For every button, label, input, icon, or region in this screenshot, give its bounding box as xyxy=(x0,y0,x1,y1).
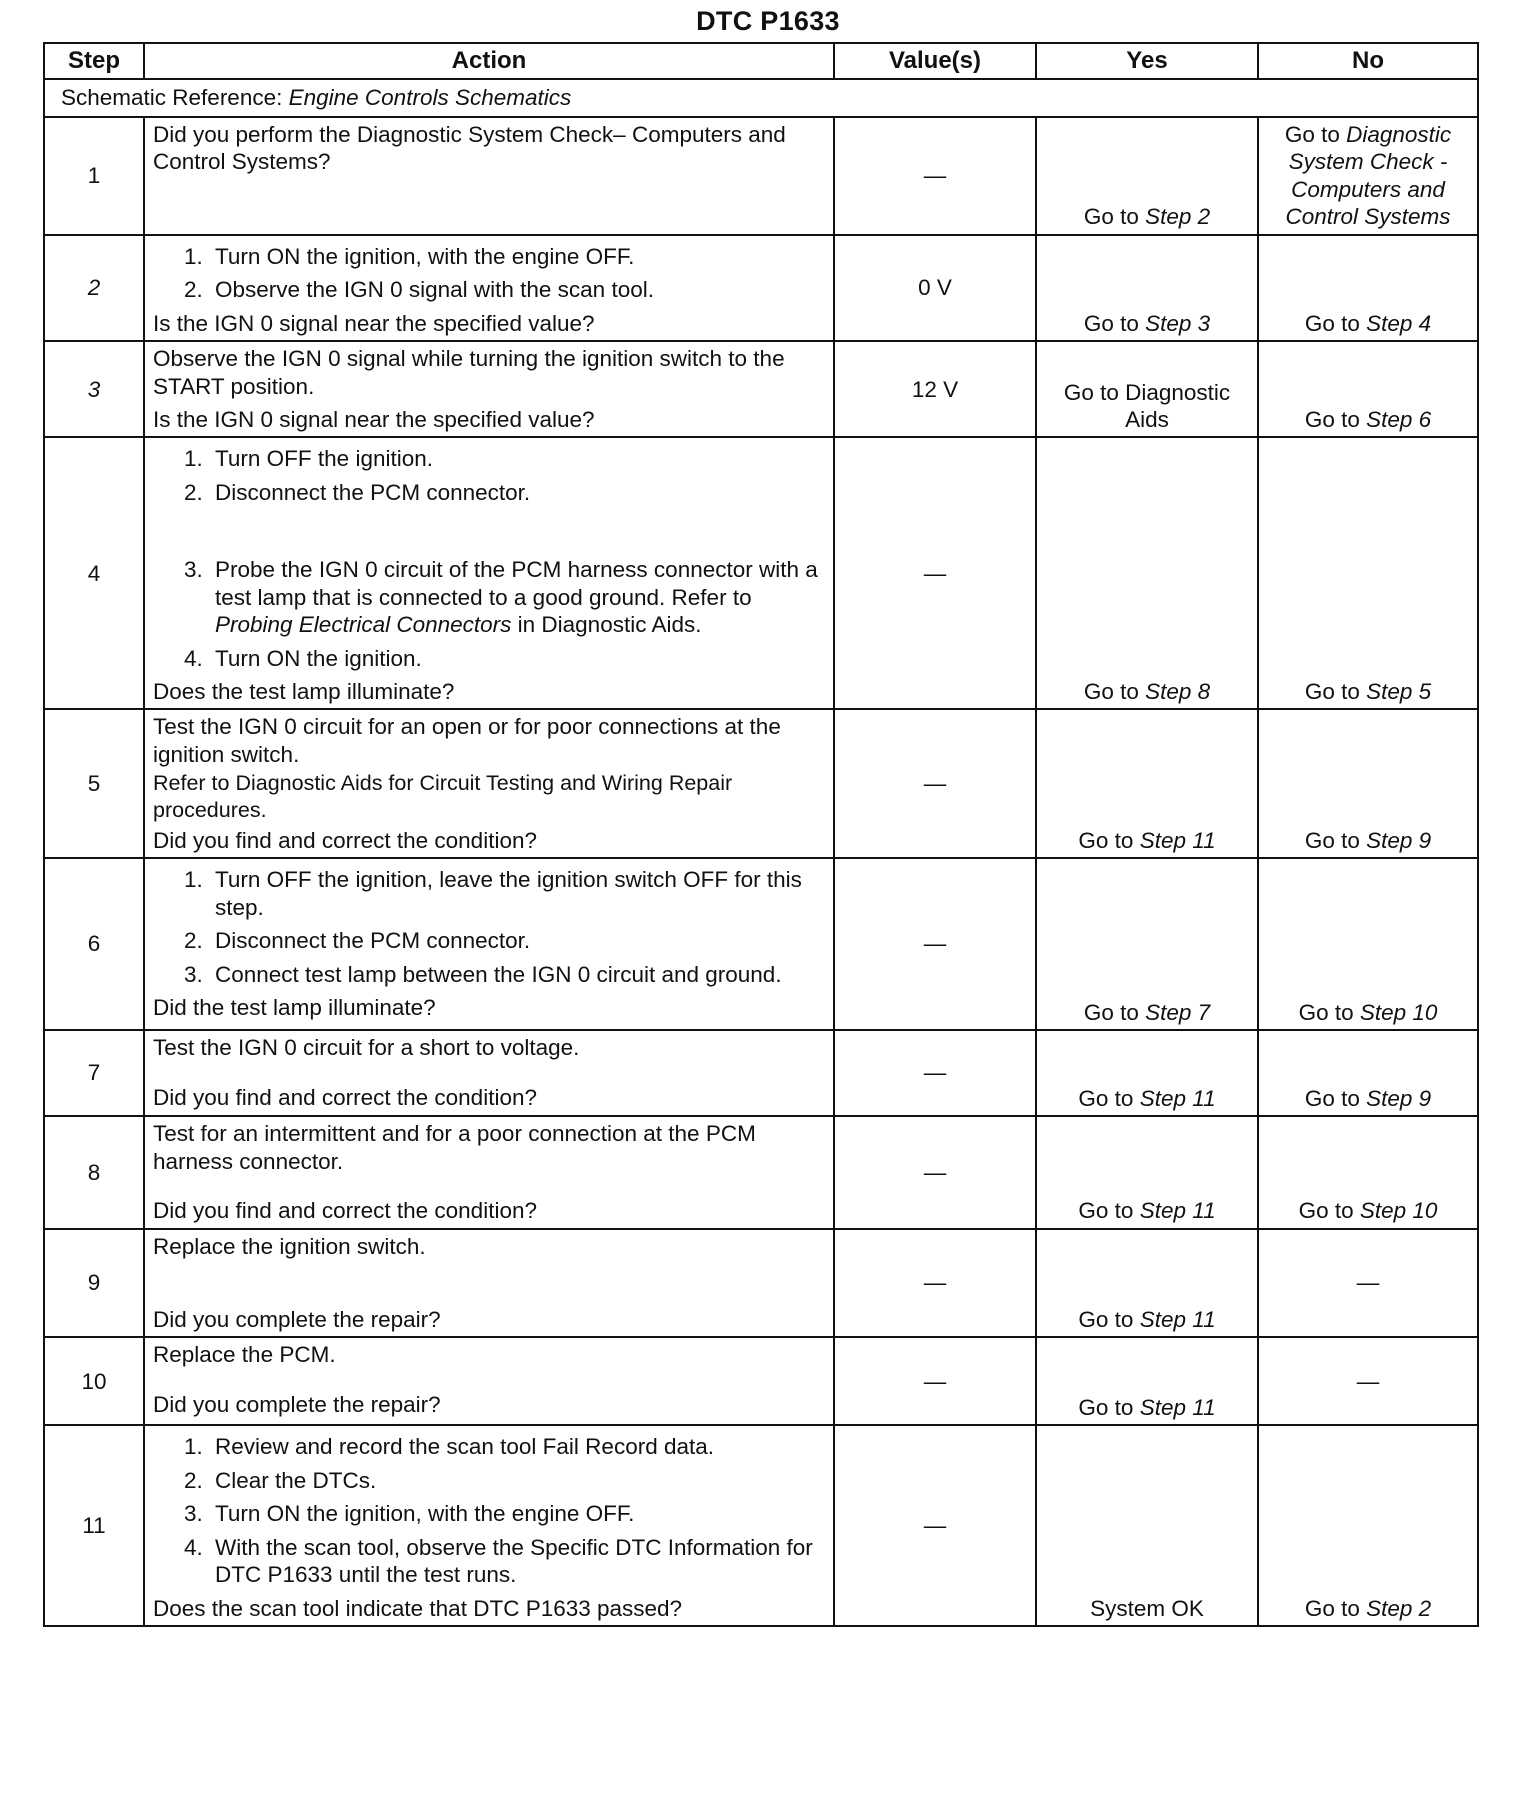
no-target: Step 10 xyxy=(1359,1198,1438,1224)
step-number xyxy=(44,235,144,341)
table-row xyxy=(44,117,1478,235)
action-question: Did you perform the Diagnostic System Check– Computers and Control Systems? xyxy=(153,122,786,175)
value-cell: 0 V xyxy=(834,235,1036,341)
action-question: Is the IGN 0 signal near the specified value? xyxy=(153,406,595,432)
action-cell xyxy=(144,1425,834,1626)
no-prefix: Go to xyxy=(1298,1198,1360,1224)
substep: 4. With the scan tool, observe the Specific DTC Information for DTC P1633 until the test runs. xyxy=(209,1534,825,1589)
no-target: Step 9 xyxy=(1366,827,1432,853)
action-substeps xyxy=(153,1433,825,1588)
action-note: Refer to Diagnostic Aids for Circuit Testing and Wiring Repair procedures. xyxy=(153,771,733,822)
no-cell xyxy=(1258,437,1478,709)
substep: 2. Observe the IGN 0 signal with the scan tool. xyxy=(209,276,825,303)
action-cell xyxy=(144,235,834,341)
yes-cell xyxy=(1036,1337,1258,1425)
action-cell xyxy=(144,341,834,437)
no-target: Step 6 xyxy=(1366,406,1432,432)
action-instruction: Test the IGN 0 circuit for a short to voltage. xyxy=(153,1035,580,1061)
step-number-text: 2 xyxy=(87,275,101,301)
no-prefix: Go to xyxy=(1304,406,1367,432)
substep: 1. Turn OFF the ignition, leave the ignition switch OFF for this step. xyxy=(209,866,825,921)
action-cell xyxy=(144,437,834,709)
substep-reference: Probing Electrical Connectors xyxy=(215,612,512,638)
step-number: 1 xyxy=(44,117,144,235)
substep-text: Probe the IGN 0 circuit of the PCM harness connector with a test lamp that is connected to a good ground. Refer to xyxy=(215,557,818,610)
yes-target: Step 11 xyxy=(1139,827,1216,853)
substep: 1. Turn OFF the ignition. xyxy=(209,445,825,472)
yes-cell: Go to Diagnostic Aids xyxy=(1036,341,1258,437)
substep: 1. Review and record the scan tool Fail Record data. xyxy=(209,1433,825,1460)
no-target: Step 5 xyxy=(1366,679,1432,704)
yes-target: Step 8 xyxy=(1145,679,1211,704)
substep: 2. Disconnect the PCM connector. xyxy=(209,927,825,954)
no-cell xyxy=(1258,117,1478,235)
value-cell: — xyxy=(834,1337,1036,1425)
action-question: Does the scan tool indicate that DTC P1633 passed? xyxy=(153,1595,683,1621)
action-instruction: Test for an intermittent and for a poor connection at the PCM harness connector. xyxy=(153,1121,756,1174)
yes-prefix: Go to xyxy=(1078,1394,1140,1420)
value-cell: — xyxy=(834,858,1036,1030)
action-cell xyxy=(144,1030,834,1116)
no-prefix: Go to xyxy=(1304,310,1367,336)
schematic-label: Schematic Reference: xyxy=(61,85,289,111)
table-row xyxy=(44,1116,1478,1228)
action-instruction: Test the IGN 0 circuit for an open or for poor connections at the ignition switch. xyxy=(153,714,781,767)
yes-prefix: Go to xyxy=(1083,204,1146,230)
substep-text: in Diagnostic Aids. xyxy=(511,612,702,638)
table-row xyxy=(44,709,1478,858)
action-question: Did you find and correct the condition? xyxy=(153,1198,537,1224)
yes-cell xyxy=(1036,437,1258,709)
yes-cell xyxy=(1036,1229,1258,1338)
value-cell: — xyxy=(834,1229,1036,1338)
schematic-reference-row xyxy=(44,79,1478,117)
yes-target: Step 11 xyxy=(1139,1085,1216,1111)
yes-cell xyxy=(1036,117,1258,235)
yes-cell xyxy=(1036,1030,1258,1116)
no-target: Diagnostic System Check - Computers and Control Systems xyxy=(1285,122,1452,230)
yes-target: Step 2 xyxy=(1145,204,1211,230)
action-instruction: Replace the ignition switch. xyxy=(153,1233,426,1259)
header-no: No xyxy=(1258,43,1478,79)
step-number xyxy=(44,341,144,437)
action-cell xyxy=(144,1116,834,1228)
action-question: Did you complete the repair? xyxy=(153,1306,441,1332)
no-cell xyxy=(1258,235,1478,341)
table-row xyxy=(44,858,1478,1030)
substep xyxy=(209,556,825,638)
yes-cell xyxy=(1036,1116,1258,1228)
yes-cell: System OK xyxy=(1036,1425,1258,1626)
step-number: 6 xyxy=(44,858,144,1030)
action-substeps xyxy=(153,243,825,304)
substep: 3. Turn ON the ignition, with the engine OFF. xyxy=(209,1500,825,1527)
no-target: Step 10 xyxy=(1359,999,1438,1025)
value-cell: — xyxy=(834,1030,1036,1116)
no-prefix: Go to xyxy=(1304,1595,1367,1621)
value-cell: — xyxy=(834,709,1036,858)
action-question: Did the test lamp illuminate? xyxy=(153,994,436,1020)
yes-prefix: Go to xyxy=(1078,1306,1140,1332)
header-step: Step xyxy=(44,43,144,79)
step-number: 4 xyxy=(44,437,144,709)
substep: 2. Disconnect the PCM connector. xyxy=(209,479,825,506)
substep: 4. Turn ON the ignition. xyxy=(209,645,825,672)
step-number: 7 xyxy=(44,1030,144,1116)
yes-target: Step 11 xyxy=(1139,1198,1216,1224)
table-row xyxy=(44,1425,1478,1626)
table-row xyxy=(44,437,1478,709)
yes-target: Step 11 xyxy=(1139,1394,1216,1420)
no-prefix: Go to xyxy=(1284,122,1347,147)
action-instruction: Observe the IGN 0 signal while turning the ignition switch to the START position. xyxy=(153,346,785,399)
action-cell xyxy=(144,117,834,235)
action-question: Is the IGN 0 signal near the specified value? xyxy=(153,310,595,336)
schematic-reference xyxy=(44,79,1478,117)
no-prefix: Go to xyxy=(1304,679,1367,704)
action-question: Did you find and correct the condition? xyxy=(153,827,537,853)
value-cell: — xyxy=(834,117,1036,235)
no-target: Step 9 xyxy=(1366,1085,1432,1111)
no-cell xyxy=(1258,1425,1478,1626)
yes-target: Step 7 xyxy=(1145,999,1211,1025)
action-cell xyxy=(144,1337,834,1425)
yes-prefix: Go to xyxy=(1083,999,1146,1025)
yes-prefix: Go to xyxy=(1083,679,1146,704)
header-row xyxy=(44,43,1478,79)
no-cell xyxy=(1258,709,1478,858)
header-action: Action xyxy=(144,43,834,79)
no-target: Step 2 xyxy=(1366,1595,1432,1621)
action-instruction: Replace the PCM. xyxy=(153,1342,336,1368)
action-cell xyxy=(144,1229,834,1338)
action-substeps xyxy=(153,866,825,988)
table-row xyxy=(44,235,1478,341)
no-cell xyxy=(1258,858,1478,1030)
diagnostic-table xyxy=(43,42,1479,1627)
yes-cell xyxy=(1036,858,1258,1030)
step-number: 10 xyxy=(44,1337,144,1425)
step-number: 9 xyxy=(44,1229,144,1338)
no-cell xyxy=(1258,1116,1478,1228)
yes-cell xyxy=(1036,235,1258,341)
table-row xyxy=(44,1337,1478,1425)
yes-cell xyxy=(1036,709,1258,858)
value-cell: 12 V xyxy=(834,341,1036,437)
action-question: Does the test lamp illuminate? xyxy=(153,679,455,704)
no-cell: — xyxy=(1258,1337,1478,1425)
no-target: Step 4 xyxy=(1366,310,1432,336)
header-yes: Yes xyxy=(1036,43,1258,79)
action-substeps xyxy=(153,445,825,672)
value-cell: — xyxy=(834,1425,1036,1626)
yes-target: Step 11 xyxy=(1139,1306,1216,1332)
table-row xyxy=(44,1030,1478,1116)
yes-prefix: Go to xyxy=(1078,1198,1140,1224)
header-values: Value(s) xyxy=(834,43,1036,79)
substep: 3. Connect test lamp between the IGN 0 circuit and ground. xyxy=(209,961,825,988)
step-number: 11 xyxy=(44,1425,144,1626)
step-number-text: 3 xyxy=(87,376,101,402)
yes-prefix: Go to xyxy=(1078,827,1140,853)
substep: 2. Clear the DTCs. xyxy=(209,1467,825,1494)
yes-prefix: Go to xyxy=(1083,310,1146,336)
no-cell xyxy=(1258,1030,1478,1116)
step-number: 8 xyxy=(44,1116,144,1228)
no-prefix: Go to xyxy=(1304,827,1367,853)
yes-target: Step 3 xyxy=(1145,310,1211,336)
substep: 1. Turn ON the ignition, with the engine OFF. xyxy=(209,243,825,270)
value-cell: — xyxy=(834,437,1036,709)
no-prefix: Go to xyxy=(1304,1085,1367,1111)
schematic-link: Engine Controls Schematics xyxy=(288,85,572,111)
action-question: Did you complete the repair? xyxy=(153,1391,441,1417)
table-row xyxy=(44,1229,1478,1338)
no-cell xyxy=(1258,341,1478,437)
no-prefix: Go to xyxy=(1298,999,1360,1025)
action-question: Did you find and correct the condition? xyxy=(153,1084,537,1110)
action-cell xyxy=(144,709,834,858)
value-cell: — xyxy=(834,1116,1036,1228)
page-title: DTC P1633 xyxy=(696,6,840,36)
step-number: 5 xyxy=(44,709,144,858)
no-cell: — xyxy=(1258,1229,1478,1338)
table-row xyxy=(44,341,1478,437)
action-cell xyxy=(144,858,834,1030)
yes-prefix: Go to xyxy=(1078,1085,1140,1111)
